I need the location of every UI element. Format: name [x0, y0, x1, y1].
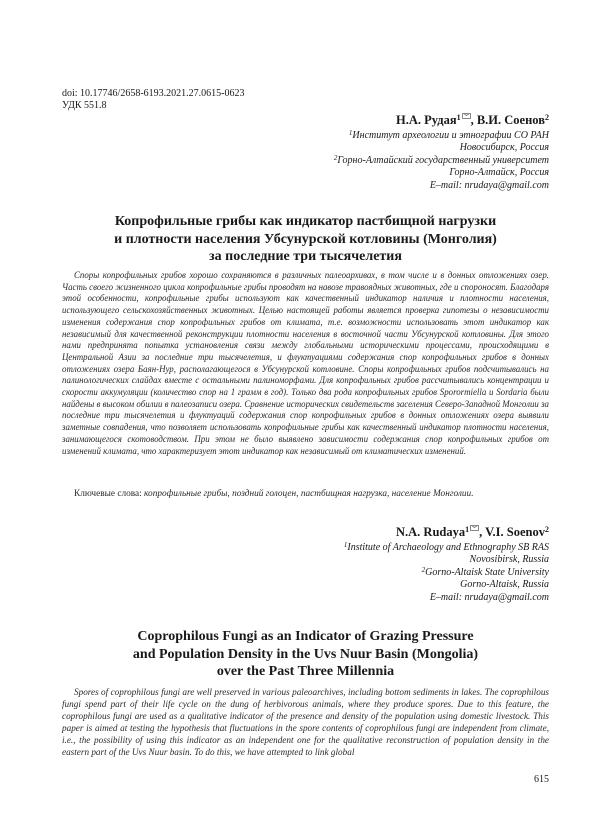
- affiliation-line: Gorno-Altaisk, Russia: [460, 579, 549, 591]
- keywords-values: копрофильные грибы, поздний голоцен, пастбищная нагрузка, население Монголии.: [144, 489, 474, 499]
- email-line[interactable]: E–mail: nrudaya@gmail.com: [429, 179, 549, 191]
- author-names-en: [62, 525, 549, 540]
- author-1-affil-sup: 1: [465, 525, 470, 534]
- title-en: Coprophilous Fungi as an Indicator of Grazing Pressure and Population Density in the Uvs Nuur Basin (Mongolia) over the Past Three Millennia: [132, 629, 479, 679]
- email-line[interactable]: E–mail: nrudaya@gmail.com: [429, 591, 549, 603]
- abstract-en: Spores of coprophilous fungi are well preserved in various paleoarchives, including bottom sediments in lakes. The coprophilous fungi spend part of their life cycle on the dung of herbivorous animals, where they produce spores. Due to this feature, the coprophilous fungi are used as a qualitative indicator of the presence and density of the population using domestic livestock. This paper is aimed at testing the hypothesis that fluctuations in the spore contents of coprophilous fungi are independent from climate, i.e., the possibility of using this indicator as an independent one for the qualitative reconstruction of population density in the eastern part of the Uvs Nuur basin. To do this, we have attempted to link global: [62, 687, 549, 757]
- affiliation-line: $^2$Горно-Алтайский государственный университет: [333, 153, 549, 166]
- affiliation-line: Novosibirsk, Russia: [469, 554, 549, 566]
- affiliation-line: Горно-Алтайск, Россия: [449, 167, 549, 179]
- affiliation-line: Новосибирск, Россия: [459, 142, 549, 154]
- keywords-ru: [74, 488, 474, 500]
- affiliation-line: $^2$Gorno-Altaisk State University: [421, 565, 549, 578]
- author-1-affil-sup: 1: [456, 113, 461, 122]
- doi[interactable]: doi: 10.17746/2658-6193.2021.27.0615-0623: [62, 88, 245, 99]
- affiliations-ru: [62, 130, 549, 192]
- author-2-affil-sup: 2: [545, 525, 549, 534]
- page-number: 615: [534, 774, 549, 785]
- udc-code: УДК 551.8: [62, 100, 107, 111]
- authors-en: [62, 525, 549, 604]
- abstract-ru: Споры копрофильных грибов хорошо сохраняются в различных палеоархивах, в том числе и в донных отложениях озер. Часть своего жизненного цикла копрофильные грибы проводят на навозе травоядных животных, где и спороносят. Благодаря этой особенности, копрофильные грибы используют как качественный индикатор наличия и плотности населения, использующего сельскохозяйственных животных. Целью настоящей работы является проверка гипотезы о независимости изменения содержания спор копрофильных грибов от климата, т.е. возможности использовать этот индикатор как независимый для качественной реконструкции плотности населения в восточной части Убсунурской котловины. Для этого нами предпринята попытка установления связи между глобальными историческими процессами, происходящими в Центральной Азии за последние три тысячелетия, и флуктуациями содержания спор копрофильных грибов в донных отложениях озера Баян-Нур, располагающегося в Убсунурской котловине. Споры копрофильных грибов подсчитывались на палинологических слайдах вместе с остальными палиноморфами. Для копрофильных грибов рассчитывались концентрации и скорости аккумуляции (количество спор на 1 грамм в год). Только два рода копрофильных грибов Sporormiella и Sordaria были найдены в высоком обилии в палеозаписи озера. Сравнение исторических свидетельств заселения Северо-Западной Монголии за последние три тысячелетия и флуктуаций содержания спор копрофильных грибов в донных отложениях озера выявили заметные совпадения, что позволяет использовать копрофильные грибы как качественный индикатор плотности населения, занимающегося скотоводством. При этом не было выявлено зависимости содержания спор копрофильных грибов от изменений климата, что характеризует этот индикатор как независимый от климатических изменений.: [62, 270, 549, 456]
- envelope-icon[interactable]: [470, 525, 479, 531]
- affiliation-line: $^1$Institute of Archaeology and Ethnography SB RAS: [343, 541, 549, 553]
- keywords-label: Ключевые слова:: [74, 489, 145, 499]
- authors-ru: [62, 113, 549, 192]
- paper-page: [62, 0, 549, 820]
- article-meta: [62, 88, 245, 112]
- title-ru: Копрофильные грибы как индикатор пастбищной нагрузки и плотности населения Убсунурской котловины (Монголия) за последние три тысячелетия: [114, 214, 497, 264]
- author-2-name: , В.И. Соенов: [470, 113, 545, 127]
- author-2-affil-sup: 2: [545, 113, 549, 122]
- author-1-name: Н.А. Рудая: [396, 113, 457, 127]
- author-2-name: , V.I. Soenov: [479, 525, 545, 539]
- author-1-name: N.A. Rudaya: [395, 525, 466, 539]
- envelope-icon[interactable]: [462, 113, 471, 119]
- affiliations-en: [62, 542, 549, 604]
- author-names-ru: [62, 113, 549, 128]
- affiliation-line: $^1$Институт археологии и этнографии СО РАН: [348, 129, 549, 141]
